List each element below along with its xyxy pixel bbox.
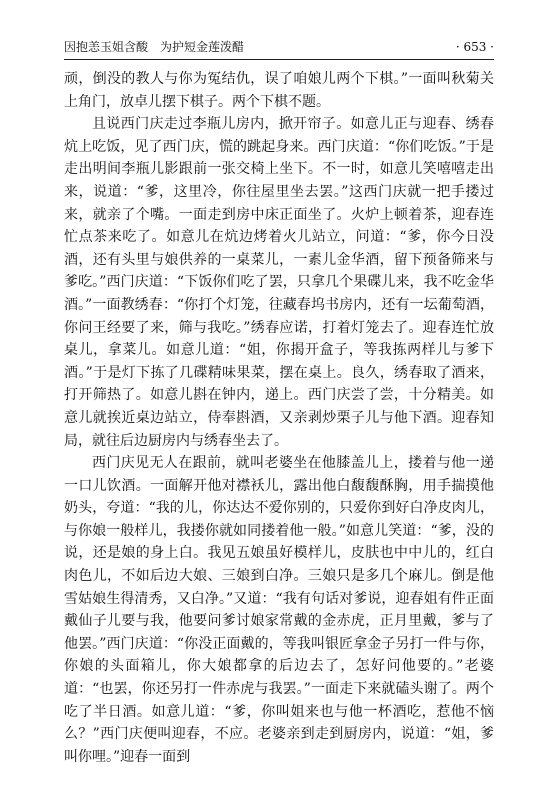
paragraph: 且说西门庆走过李瓶儿房内，掀开帘子。如意儿正与迎春、绣春炕上吃饭，见了西门庆，慌的跳起身来。西门庆道：“你们吃饭。”于是走出明间李瓶儿影跟前一张交椅上坐下。不一时，如意儿笑嘻嘻走出来，说道：“爹，这里冷，你往屋里坐去罢。”这西门庆就一把手搂过来，就亲了个嘴。一面走到房中床正面坐了。火炉上顿着茶，迎春连忙点茶来吃了。如意儿在炕边烤着火儿站立，问道：“爹，你今日没酒，还有头里与娘供养的一桌菜儿，一素儿金华酒，留下预备筛来与爹吃。”西门庆道：“下饭你们吃了罢，只拿几个果碟儿来，我不吃金华酒。”一面教绣春：“你打个灯笼，往藏春坞书房内，还有一坛葡萄酒，你问王经要了来，筛与我吃。”绣春应诺，打着灯笼去了。迎春连忙放桌儿，拿菜儿。如意儿道：“姐，你揭开盒子，等我拣两样儿与爹下酒。”于是灯下拣了几碟精味果菜，摆在桌上。良久，绣春取了酒来，打开筛热了。如意儿斟在钟内，递上。西门庆尝了尝，十分精美。如意儿就挨近桌边站立，侍奉斟酒，又亲剥炒栗子儿与他下酒。迎春知局，就往后边厨房内与绣春坐去了。 xyxy=(64,116,494,449)
body-text xyxy=(64,68,494,768)
page-number: · 653 · xyxy=(455,40,494,54)
chapter-title: 因抱恙玉姐含酸 为护短金莲泼醋 xyxy=(64,40,245,54)
paragraph: 顽，倒没的教人与你为冤结仇，误了咱娘儿两个下棋。”一面叫秋菊关上角门，放卓儿摆下棋子。两个下棋不题。 xyxy=(64,71,494,110)
header-rule xyxy=(64,59,494,60)
paragraph: 西门庆见无人在跟前，就叫老婆坐在他膝盖儿上，搂着与他一递一口儿饮酒。一面解开他对襟袄儿，露出他白馥馥酥胸，用手揣摸他奶头，夸道：“我的儿，你达达不爱你别的，只爱你到好白净皮肉儿，与你娘一般样儿，我搂你就如同搂着他一般。”如意儿笑道：“爹，没的说，还是娘的身上白。我见五娘虽好模样儿，皮肤也中中儿的，红白肉色儿，不如后边大娘、三娘到白净。三娘只是多几个麻儿。倒是他雪姑娘生得清秀，又白净。”又道：“我有句话对爹说，迎春姐有件正面戴仙子儿要与我，他要问爹讨娘家常戴的金赤虎，正月里戴，爹与了他罢。”西门庆道：“你没正面戴的，等我叫银匠拿金子另打一件与你，你娘的头面箱儿，你大娘都拿的后边去了，怎好问他要的。”老婆道：“也罢，你还另打一件赤虎与我罢。”一面走下来就磕头谢了。两个吃了半日酒。如意儿道：“爹，你叫姐来也与他一杯酒吃，惹他不恼么？”西门庆便叫迎春，不应。老婆亲到走到厨房内，说道：“姐，爹叫你哩。”迎春一面到 xyxy=(64,455,494,765)
running-header xyxy=(64,38,494,56)
